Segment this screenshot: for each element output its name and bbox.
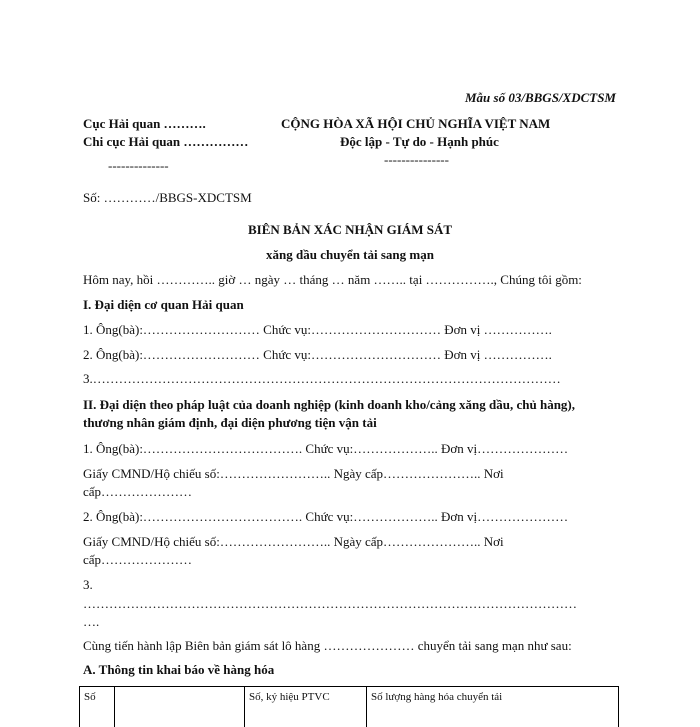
document-number: Số: …………/BBGS-XDCTSM: [83, 190, 252, 205]
enterprise-rep-3-number: 3.: [83, 577, 93, 592]
section-a-heading: A. Thông tin khai báo về hàng hóa: [83, 662, 275, 677]
table-header-vehicle-id: Số, ký hiệu PTVC: [244, 687, 366, 727]
enterprise-rep-2-id: Giấy CMND/Hộ chiếu số:…………………….. Ngày cấp………………….. Nơi: [83, 534, 504, 549]
section-2-heading-line-2: thương nhân giám định, đại diện phương tiện vận tải: [83, 415, 377, 430]
closing-line: Cùng tiến hành lập Biên bản giám sát lô hàng ………………… chuyển tải sang mạn như sau:: [83, 638, 572, 653]
agency-line-1: Cục Hải quan ……….: [83, 116, 206, 131]
table-header-blank: [114, 687, 244, 727]
customs-rep-3: 3.………………………………………………………………………………………………: [83, 371, 561, 386]
goods-table: [79, 686, 619, 727]
enterprise-rep-2-issue-place: cấp…………………: [83, 552, 193, 567]
motto: Độc lập - Tự do - Hạnh phúc: [340, 134, 499, 149]
enterprise-rep-1-id: Giấy CMND/Hộ chiếu số:…………………….. Ngày cấp………………….. Nơi: [83, 466, 504, 481]
section-1-heading: I. Đại diện cơ quan Hải quan: [83, 297, 244, 312]
agency-line-2: Chi cục Hải quan ……………: [83, 134, 249, 149]
section-2-heading-line-1: II. Đại diện theo pháp luật của doanh nghiệp (kinh doanh kho/cảng xăng dầu, chủ hàng),: [83, 397, 576, 412]
customs-rep-1: 1. Ông(bà):……………………… Chức vụ:………………………… Đơn vị …………….: [83, 322, 552, 337]
motto-rule: ---------------: [384, 152, 449, 167]
agency-rule: --------------: [108, 158, 169, 173]
enterprise-rep-2-name: 2. Ông(bà):………………………………. Chức vụ:……………….. Đơn vị…………………: [83, 509, 569, 524]
enterprise-rep-1-issue-place: cấp…………………: [83, 484, 193, 499]
form-code: Mẫu số 03/BBGS/XDCTSM: [465, 90, 616, 105]
customs-rep-2: 2. Ông(bà):……………………… Chức vụ:………………………… Đơn vị …………….: [83, 347, 552, 362]
intro-line: Hôm nay, hồi ………….. giờ … ngày … tháng … năm …….. tại ……………., Chúng tôi gồm:: [83, 272, 582, 287]
enterprise-rep-3-dots: ……………………………………………………………………………………………………: [83, 596, 577, 611]
table-header-quantity: Số lượng hàng hóa chuyển tải: [366, 687, 618, 727]
document-subtitle: xăng dầu chuyển tải sang mạn: [266, 247, 434, 262]
enterprise-rep-1-name: 1. Ông(bà):………………………………. Chức vụ:……………….. Đơn vị…………………: [83, 441, 569, 456]
enterprise-rep-3-end: ….: [83, 614, 100, 629]
nation-title: CỘNG HÒA XÃ HỘI CHỦ NGHĨA VIỆT NAM: [281, 116, 551, 131]
document-title: BIÊN BẢN XÁC NHẬN GIÁM SÁT: [247, 222, 453, 237]
table-header-no: Số: [84, 691, 96, 703]
